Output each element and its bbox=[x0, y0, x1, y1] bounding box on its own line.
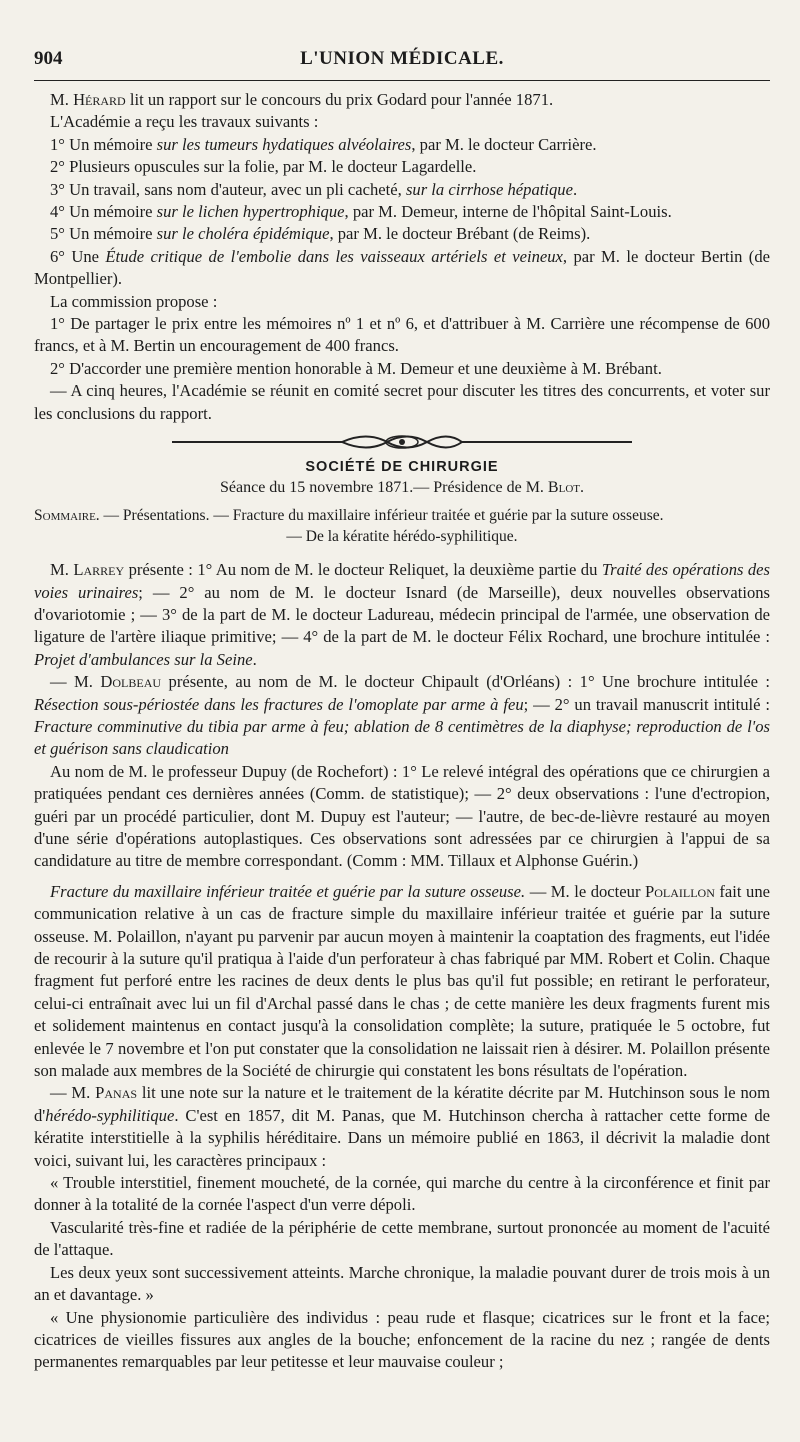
summary: Sommaire. — Présentations. — Fracture du maxillaire inférieur traitée et guérie par la suture osseuse. bbox=[34, 507, 664, 525]
ornamental-separator bbox=[34, 429, 770, 457]
polaillon-communication: Fracture du maxillaire inférieur traitée et guérie par la suture osseuse. — M. le docteur Polaillon fait une communication relative à un cas de fracture simple du maxillaire inférieur traitée et guérie par la suture osseuse. M. Polaillon, n'ayant pu parvenir par aucun moyen à maintenir la coaptation des fragments, eut l'idée de recourir à la suture qu'il pratiqua à l'aide d'un perforateur à chas fabriqué par MM. Robert et Colin. Chaque fragment fut perforé entre les racines de deux dents le plus bas qu'il fut possible; en retirant le perforateur, celui-ci entraînait avec lui un fil d'Archal passé dans le chas ; de cette manière les deux fragments furent mis et solidement maintenus en contact jusqu'à la consolidation complète; la suture, pratiquée le 5 octobre, fut enlevée le 7 novembre et l'on put constater que la consolidation ne laissait rien à désirer. M. Polaillon présente son malade aux membres de la Société de chirurgie qui constatent les bons résultats de l'opération. bbox=[34, 881, 770, 1081]
quote-paragraph-2: Vascularité très-fine et radiée de la périphérie de cette membrane, surtout prononcée au moment de l'acuité de l'attaque. bbox=[34, 1217, 770, 1260]
larrey-presentation: M. Larrey présente : 1° Au nom de M. le docteur Reliquet, la deuxième partie du Traité des opérations des voies urinaires; — 2° au nom de M. le docteur Isnard (de Marseille), deux nouvelles observations d'ovariotomie ; — 3° de la part de M. le docteur Ladureau, médecin principal de l'armée, une observation de ligature de l'artère iliaque primitive; — 4° de la part de M. le docteur Félix Rochard, une brochure intitulée : Projet d'ambulances sur la Seine. bbox=[34, 560, 770, 669]
herard-text: lit un rapport sur le concours du prix Godard pour l'année 1871. bbox=[129, 90, 554, 109]
commission-intro: La commission propose : bbox=[50, 291, 218, 311]
herard-report: M. Hérard lit un rapport sur le concours du prix Godard pour l'année 1871. bbox=[50, 90, 554, 109]
work-item-4: 4° Un mémoire sur le lichen hypertrophique, par M. Demeur, interne de l'hôpital Saint-Louis. bbox=[50, 202, 672, 222]
panas-note: — M. Panas lit une note sur la nature et le traitement de la kératite décrite par M. Hutchinson sous le nom d'hérédo-syphilitique. C'est en 1857, dit M. Panas, que M. Hutchinson chercha à rattacher cette forme de kératite interstitielle à la syphilis héréditaire. Dans un mémoire publié en 1863, il décrivit la maladie dont voici, suivant lui, les caractères principaux : bbox=[34, 1083, 770, 1170]
quote-paragraph-1: « Trouble interstitiel, finement moucheté, de la cornée, qui marche du centre à la circonférence et finit par donner à la totalité de la cornée l'aspect d'un verre dépoli. bbox=[34, 1173, 770, 1215]
proposal-1: 1° De partager le prix entre les mémoires nº 1 et nº 6, et d'attribuer à M. Carrière une récompense de 600 francs, et à M. Bertin un encouragement de 400 francs. bbox=[34, 314, 770, 356]
dolbeau-presentation: — M. Dolbeau présente, au nom de M. le docteur Chipault (d'Orléans) : 1° Une brochure intitulée : Résection sous-périostée dans les fractures de l'omoplate par arme à feu; — 2° un travail manuscrit intitulé : Fracture comminutive du tibia par arme à feu; ablation de 8 centimètres de la diaphyse; reproduction de l'os et guérison sans claudication bbox=[34, 672, 771, 759]
work-item-6: 6° Une Étude critique de l'embolie dans les vaisseaux artériels et veineux, par M. le docteur Bertin (de Montpellier). bbox=[34, 246, 770, 289]
work-item-5: 5° Un mémoire sur le choléra épidémique, par M. le docteur Brébant (de Reims). bbox=[50, 224, 591, 244]
quote-paragraph-4: « Une physionomie particulière des individus : peau rude et flasque; cicatrices sur le front et la face; cicatrices de vieilles fissures aux angles de la bouche; enfoncement de la racine du nez ; rangée de dents permanentes remarquables par leur petitesse et leur mauvaise couleur ; bbox=[34, 1307, 770, 1372]
work-item-3: 3° Un travail, sans nom d'auteur, avec un pli cacheté, sur la cirrhose hépatique. bbox=[50, 179, 578, 199]
work-item-1: 1° Un mémoire sur les tumeurs hydatiques alvéolaires, par M. le docteur Carrière. bbox=[50, 134, 597, 154]
ornament-icon bbox=[162, 429, 642, 455]
session-line: Séance du 15 novembre 1871.— Présidence de M. Blot. bbox=[220, 479, 584, 497]
running-head bbox=[34, 42, 770, 76]
summary-continued: — De la kératite hérédo-syphilitique. bbox=[286, 528, 518, 546]
dupuy-presentation: Au nom de M. le professeur Dupuy (de Rochefort) : 1° Le relevé intégral des opérations que ce chirurgien a pratiquées pendant ces dernières années (Comm. de statistique); — 2° deux observations : l'une d'ectropion, guéri par un procédé particulier, dont M. Dupuy est l'auteur; — l'autre, de bec-de-lièvre restauré au moyen d'une série d'opérations autoplastiques. Ces observations sont adressées par ce chirurgien à l'appui de sa candidature au titre de membre correspondant. (Comm : MM. Tillaux et Alphonse Guérin.) bbox=[34, 761, 770, 871]
work-item-2: 2° Plusieurs opuscules sur la folie, par M. le docteur Lagardelle. bbox=[50, 157, 477, 177]
herard-name: Hérard bbox=[73, 90, 126, 109]
header-rule bbox=[34, 80, 770, 81]
summary-label: Sommaire bbox=[34, 507, 96, 525]
works-intro: L'Académie a reçu les travaux suivants : bbox=[50, 112, 319, 132]
academy-closing: — A cinq heures, l'Académie se réunit en comité secret pour discuter les titres des concurrents, et voter sur les conclusions du rapport. bbox=[34, 381, 770, 423]
proposal-2: 2° D'accorder une première mention honorable à M. Demeur et une deuxième à M. Brébant. bbox=[50, 358, 662, 378]
section-title: SOCIÉTÉ DE CHIRURGIE bbox=[305, 459, 499, 476]
journal-title: L'UNION MÉDICALE. bbox=[300, 48, 504, 69]
quote-paragraph-3: Les deux yeux sont successivement atteints. Marche chronique, la maladie pouvant durer de trois mois à un an et davantage. » bbox=[34, 1262, 770, 1305]
page-number: 904 bbox=[34, 48, 63, 69]
